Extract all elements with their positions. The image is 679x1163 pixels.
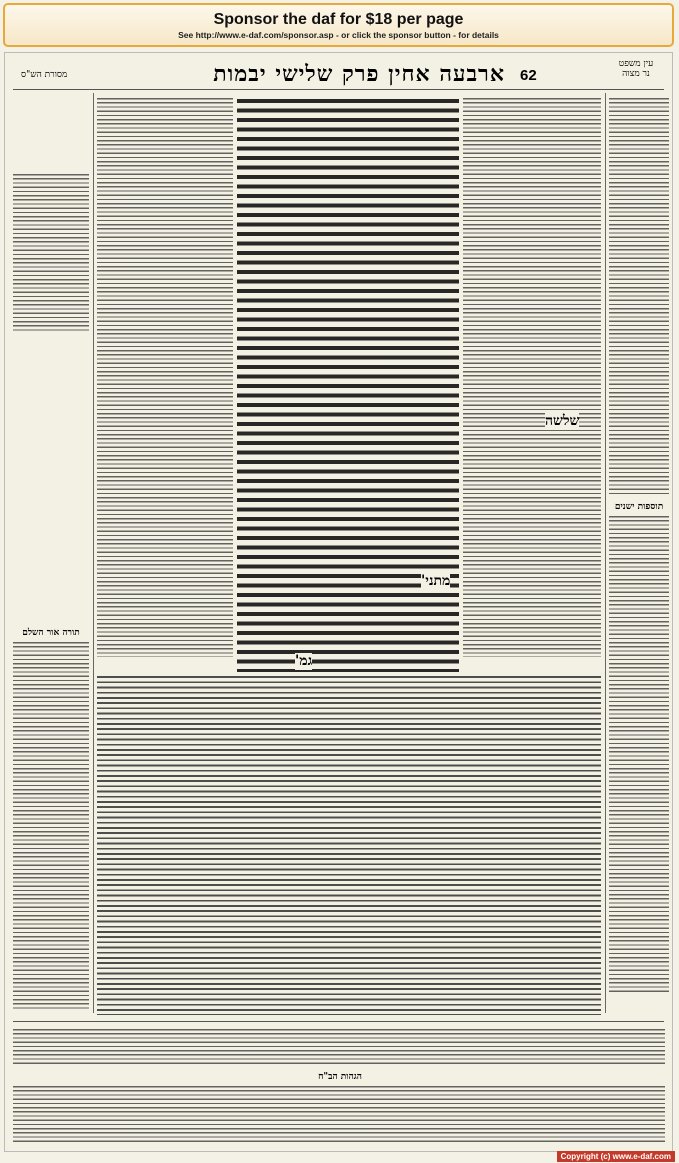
lower-commentary	[97, 675, 601, 1015]
page-title: ארבעה אחין פרק שלישי יבמות	[213, 61, 505, 87]
gemara-marker: גמ'	[295, 653, 313, 669]
ein-mishpat-column	[609, 97, 669, 497]
hagahot-habach	[13, 1085, 665, 1143]
tosafot-yeshanim-title: תוספות ישנים	[609, 501, 669, 512]
right-divider	[605, 93, 606, 1013]
sponsor-banner[interactable]	[3, 3, 674, 47]
torah-ohr-title: תורה אור השלם	[13, 627, 89, 638]
ein-mishpat-header: עין משפט נר מצוה	[618, 59, 654, 79]
header-divider	[13, 89, 664, 90]
torah-ohr-column	[13, 641, 89, 1011]
rashi-column	[463, 97, 601, 657]
shlosha-word: שלשה	[545, 413, 580, 429]
bottom-notes	[13, 1028, 665, 1066]
footer	[0, 1151, 679, 1163]
copyright-link[interactable]: Copyright (c) www.e-daf.com	[557, 1151, 675, 1162]
masoret-hashas-header: מסורת הש"ס	[21, 70, 68, 80]
tosafot-yeshanim-column	[609, 515, 669, 995]
tosafot-column	[97, 97, 233, 657]
sponsor-subtitle[interactable]: See http://www.e-daf.com/sponsor.asp - or click the sponsor button - for details	[178, 30, 499, 40]
talmud-page	[4, 52, 673, 1152]
daf-number: 62	[520, 67, 537, 84]
bach-title: הגהות הב"ח	[285, 1071, 395, 1082]
masoret-hashas-column	[13, 173, 89, 333]
bottom-divider	[13, 1021, 664, 1022]
left-divider	[93, 93, 94, 1013]
sponsor-title[interactable]: Sponsor the daf for $18 per page	[213, 11, 464, 28]
mishna-marker: מתני'	[421, 573, 451, 589]
